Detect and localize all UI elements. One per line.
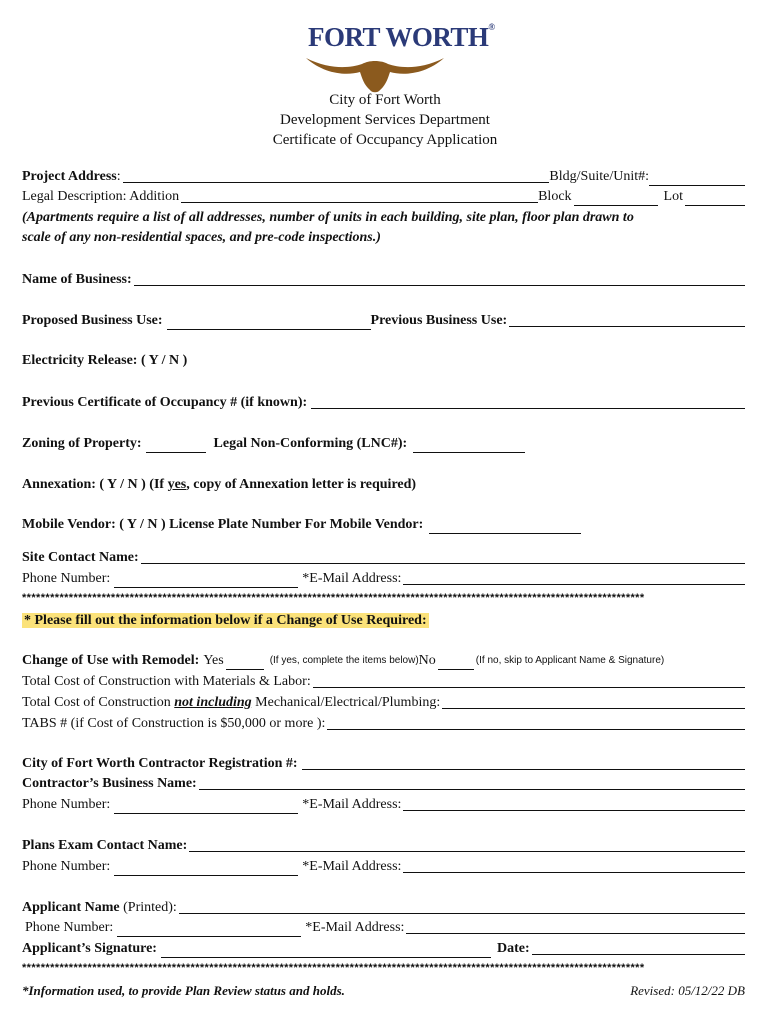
plans-contact-field[interactable]: [189, 839, 745, 852]
previous-use-field[interactable]: [509, 314, 745, 327]
remodel-no-note: (If no, skip to Applicant Name & Signature): [475, 655, 665, 666]
remodel-label: Change of Use with Remodel:: [22, 653, 200, 668]
project-address-colon: :: [116, 169, 121, 184]
lot-field[interactable]: [685, 193, 745, 206]
total-cost-materials-field[interactable]: [313, 675, 745, 688]
mep-label: Mechanical/Electrical/Plumbing:: [255, 695, 441, 710]
applicant-signature-label: Applicant’s Signature:: [22, 941, 157, 956]
proposed-use-label: Proposed Business Use:: [22, 313, 163, 328]
revision-date: Revised: 05/12/22 DB: [630, 983, 745, 998]
previous-co-row: [22, 394, 745, 412]
longhorn-icon: [300, 52, 450, 97]
change-of-use-banner-text: * Please fill out the information below if a Change of Use Required:: [24, 613, 427, 628]
site-email-field[interactable]: [403, 572, 745, 585]
contractor-phone-row: [22, 796, 745, 814]
total-cost-not-including-row: [22, 694, 745, 712]
suite-field[interactable]: [649, 173, 745, 186]
legal-description-row: [22, 188, 745, 206]
plans-phone-row: [22, 858, 745, 876]
plans-contact-label: Plans Exam Contact Name:: [22, 838, 188, 853]
license-plate-field[interactable]: [429, 521, 581, 534]
applicant-email-label: *E-Mail Address:: [305, 920, 405, 935]
remodel-yes-field[interactable]: [226, 657, 264, 670]
site-phone-field[interactable]: [114, 575, 298, 588]
header-department: Development Services Department: [280, 112, 490, 128]
separator-1: *************************************************************************************************************************************: [22, 592, 645, 604]
plans-phone-field[interactable]: [114, 863, 298, 876]
applicant-phone-field[interactable]: [117, 924, 301, 937]
business-name-field[interactable]: [134, 273, 745, 286]
applicant-name-printed: (Printed):: [123, 900, 177, 915]
annexation-yes: yes: [167, 477, 187, 492]
lnc-field[interactable]: [413, 440, 525, 453]
annexation-label: Annexation: ( Y / N ) (If: [22, 477, 165, 492]
applicant-phone-row: [25, 919, 745, 937]
date-field[interactable]: [532, 942, 745, 955]
applicant-signature-field[interactable]: [161, 945, 491, 958]
remodel-no-field[interactable]: [438, 657, 474, 670]
contractor-business-field[interactable]: [199, 777, 745, 790]
contractor-business-label: Contractor’s Business Name:: [22, 776, 197, 791]
previous-co-label: Previous Certificate of Occupancy # (if known):: [22, 395, 308, 410]
remodel-yes-note: (If yes, complete the items below): [269, 655, 419, 666]
applicant-phone-label: Phone Number:: [25, 920, 114, 935]
contractor-phone-field[interactable]: [114, 801, 298, 814]
contractor-email-label: *E-Mail Address:: [302, 797, 402, 812]
block-label: Block: [538, 189, 572, 204]
apartments-note-1: (Apartments require a list of all addresses, number of units in each building, site plan, floor plan drawn to: [22, 210, 634, 225]
contractor-phone-label: Phone Number:: [22, 797, 111, 812]
plans-contact-row: [22, 837, 745, 855]
apartments-note-2: scale of any non-residential spaces, and pre-code inspections.): [22, 230, 381, 245]
contractor-registration-row: [22, 755, 745, 773]
total-cost-not-including-field[interactable]: [442, 696, 745, 709]
business-name-label: Name of Business:: [22, 272, 132, 287]
total-cost-materials-row: [22, 673, 745, 691]
proposed-use-field[interactable]: [167, 317, 371, 330]
plans-email-label: *E-Mail Address:: [302, 859, 402, 874]
lot-label: Lot: [663, 189, 683, 204]
zoning-row: [22, 435, 745, 453]
plans-email-field[interactable]: [403, 860, 745, 873]
addition-field[interactable]: [181, 190, 538, 203]
annexation-note: , copy of Annexation letter is required): [186, 477, 417, 492]
site-contact-row: [22, 549, 745, 567]
fort-worth-logo: [300, 20, 495, 95]
project-address-field[interactable]: [123, 170, 550, 183]
contractor-registration-field[interactable]: [302, 757, 745, 770]
site-email-label: *E-Mail Address:: [302, 571, 402, 586]
business-name-row: [22, 271, 745, 289]
electricity-release-label[interactable]: Electricity Release: ( Y / N ): [22, 353, 188, 368]
annexation-row[interactable]: [22, 476, 745, 494]
mobile-vendor-label: Mobile Vendor: ( Y / N ) License Plate Number For Mobile Vendor:: [22, 517, 424, 532]
mobile-vendor-row: [22, 516, 745, 534]
suite-label: Bldg/Suite/Unit#:: [549, 169, 649, 184]
zoning-field[interactable]: [146, 440, 206, 453]
plans-phone-label: Phone Number:: [22, 859, 111, 874]
remodel-row: [22, 652, 745, 670]
site-phone-row: [22, 570, 745, 588]
contractor-business-row: [22, 775, 745, 793]
legal-description-label: Legal Description: Addition: [22, 189, 180, 204]
logo-wordmark: FORT WORTH®: [308, 22, 495, 52]
applicant-name-field[interactable]: [179, 901, 745, 914]
project-address-label: Project Address: [22, 169, 117, 184]
lnc-label: Legal Non-Conforming (LNC#):: [213, 436, 408, 451]
project-address-row: [22, 168, 745, 186]
remodel-no-label: No: [418, 653, 436, 668]
tabs-label: TABS # (if Cost of Construction is $50,000 or more ):: [22, 716, 326, 731]
change-of-use-banner: [22, 612, 745, 630]
site-contact-label: Site Contact Name:: [22, 550, 139, 565]
header-city: City of Fort Worth: [329, 92, 441, 108]
date-label: Date:: [496, 941, 530, 956]
applicant-name-row: [22, 899, 745, 917]
page-title: Certificate of Occupancy Application: [272, 132, 498, 148]
applicant-signature-row: [22, 940, 745, 958]
separator-2: *************************************************************************************************************************************: [22, 962, 645, 974]
business-use-row: [22, 312, 745, 330]
remodel-yes-label: Yes: [203, 653, 224, 668]
zoning-label: Zoning of Property:: [22, 436, 142, 451]
tabs-row: [22, 715, 745, 733]
tabs-field[interactable]: [327, 717, 745, 730]
previous-co-field[interactable]: [311, 396, 745, 409]
applicant-email-field[interactable]: [406, 921, 745, 934]
applicant-name-label: Applicant Name: [22, 900, 120, 915]
not-including-emphasis: not including: [174, 695, 252, 710]
site-phone-label: Phone Number:: [22, 571, 111, 586]
footer-note: *Information used, to provide Plan Review status and holds.: [22, 983, 345, 998]
contractor-registration-label: City of Fort Worth Contractor Registration #:: [22, 756, 298, 771]
previous-use-label: Previous Business Use:: [370, 313, 508, 328]
block-field[interactable]: [574, 193, 658, 206]
site-contact-field[interactable]: [141, 551, 745, 564]
total-cost-not-including-label: Total Cost of Construction: [22, 695, 171, 710]
contractor-email-field[interactable]: [403, 798, 745, 811]
total-cost-materials-label: Total Cost of Construction with Materials & Labor:: [22, 674, 311, 689]
